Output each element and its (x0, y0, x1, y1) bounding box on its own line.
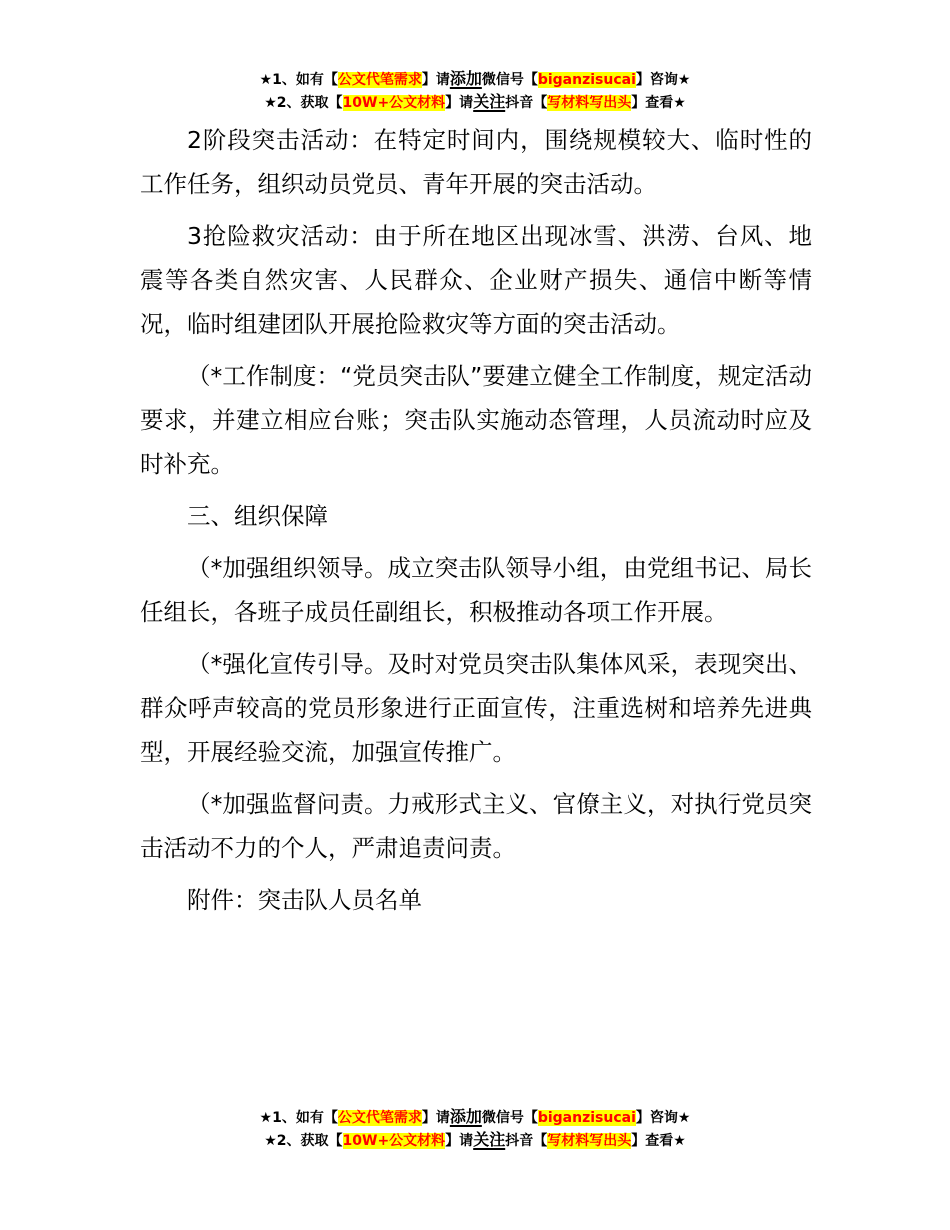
highlight-service: 公文代笔需求 (337, 72, 422, 88)
highlight-wechat-id: biganzisucai (537, 1110, 636, 1126)
highlight-materials: 10W+公文材料 (342, 1133, 446, 1149)
section-heading-guarantee: 三、组织保障 (187, 502, 328, 530)
banner-line-1: ★1、如有【公文代笔需求】请添加微信号【biganzisucai】咨询★ (259, 69, 691, 88)
paragraph-leadership: （*加强组织领导。成立突击队领导小组，由党组书记、局长任组长，各班子成员任副组长，积极推动各项工作开展。 (140, 554, 812, 626)
paragraph-rescue-activity: 3抢险救灾活动：由于所在地区出现冰雪、洪涝、台风、地震等各类自然灾害、人民群众、企业财产损失、通信中断等情况，临时组建团队开展抢险救灾等方面的突击活动。 (140, 222, 812, 338)
highlight-materials: 10W+公文材料 (342, 95, 446, 111)
banner-line-2: ★2、获取【10W+公文材料】请关注抖音【写材料写出头】查看★ (264, 92, 686, 111)
paragraph-work-system: （*工作制度：“党员突击队”要建立健全工作制度，规定活动要求，并建立相应台账；突击队实施动态管理，人员流动时应及时补充。 (140, 362, 812, 478)
footer-banner (0, 1106, 950, 1152)
highlight-douyin-account: 写材料写出头 (547, 1133, 632, 1149)
header-banner (0, 68, 950, 114)
banner-line-2: ★2、获取【10W+公文材料】请关注抖音【写材料写出头】查看★ (264, 1130, 686, 1149)
paragraph-publicity: （*强化宣传引导。及时对党员突击队集体风采，表现突出、群众呼声较高的党员形象进行正面宣传，注重选树和培养先进典型，开展经验交流，加强宣传推广。 (140, 650, 812, 766)
highlight-douyin-account: 写材料写出头 (547, 95, 632, 111)
paragraph-phase-activity: 2阶段突击活动：在特定时间内，围绕规模较大、临时性的工作任务，组织动员党员、青年开展的突击活动。 (140, 126, 812, 198)
highlight-service: 公文代笔需求 (337, 1110, 422, 1126)
attachment-line: 附件：突击队人员名单 (187, 886, 422, 914)
highlight-wechat-id: biganzisucai (537, 72, 636, 88)
document-body (140, 118, 812, 930)
banner-line-1: ★1、如有【公文代笔需求】请添加微信号【biganzisucai】咨询★ (259, 1107, 691, 1126)
paragraph-supervision: （*加强监督问责。力戒形式主义、官僚主义，对执行党员突击活动不力的个人，严肃追责问责。 (140, 790, 812, 862)
